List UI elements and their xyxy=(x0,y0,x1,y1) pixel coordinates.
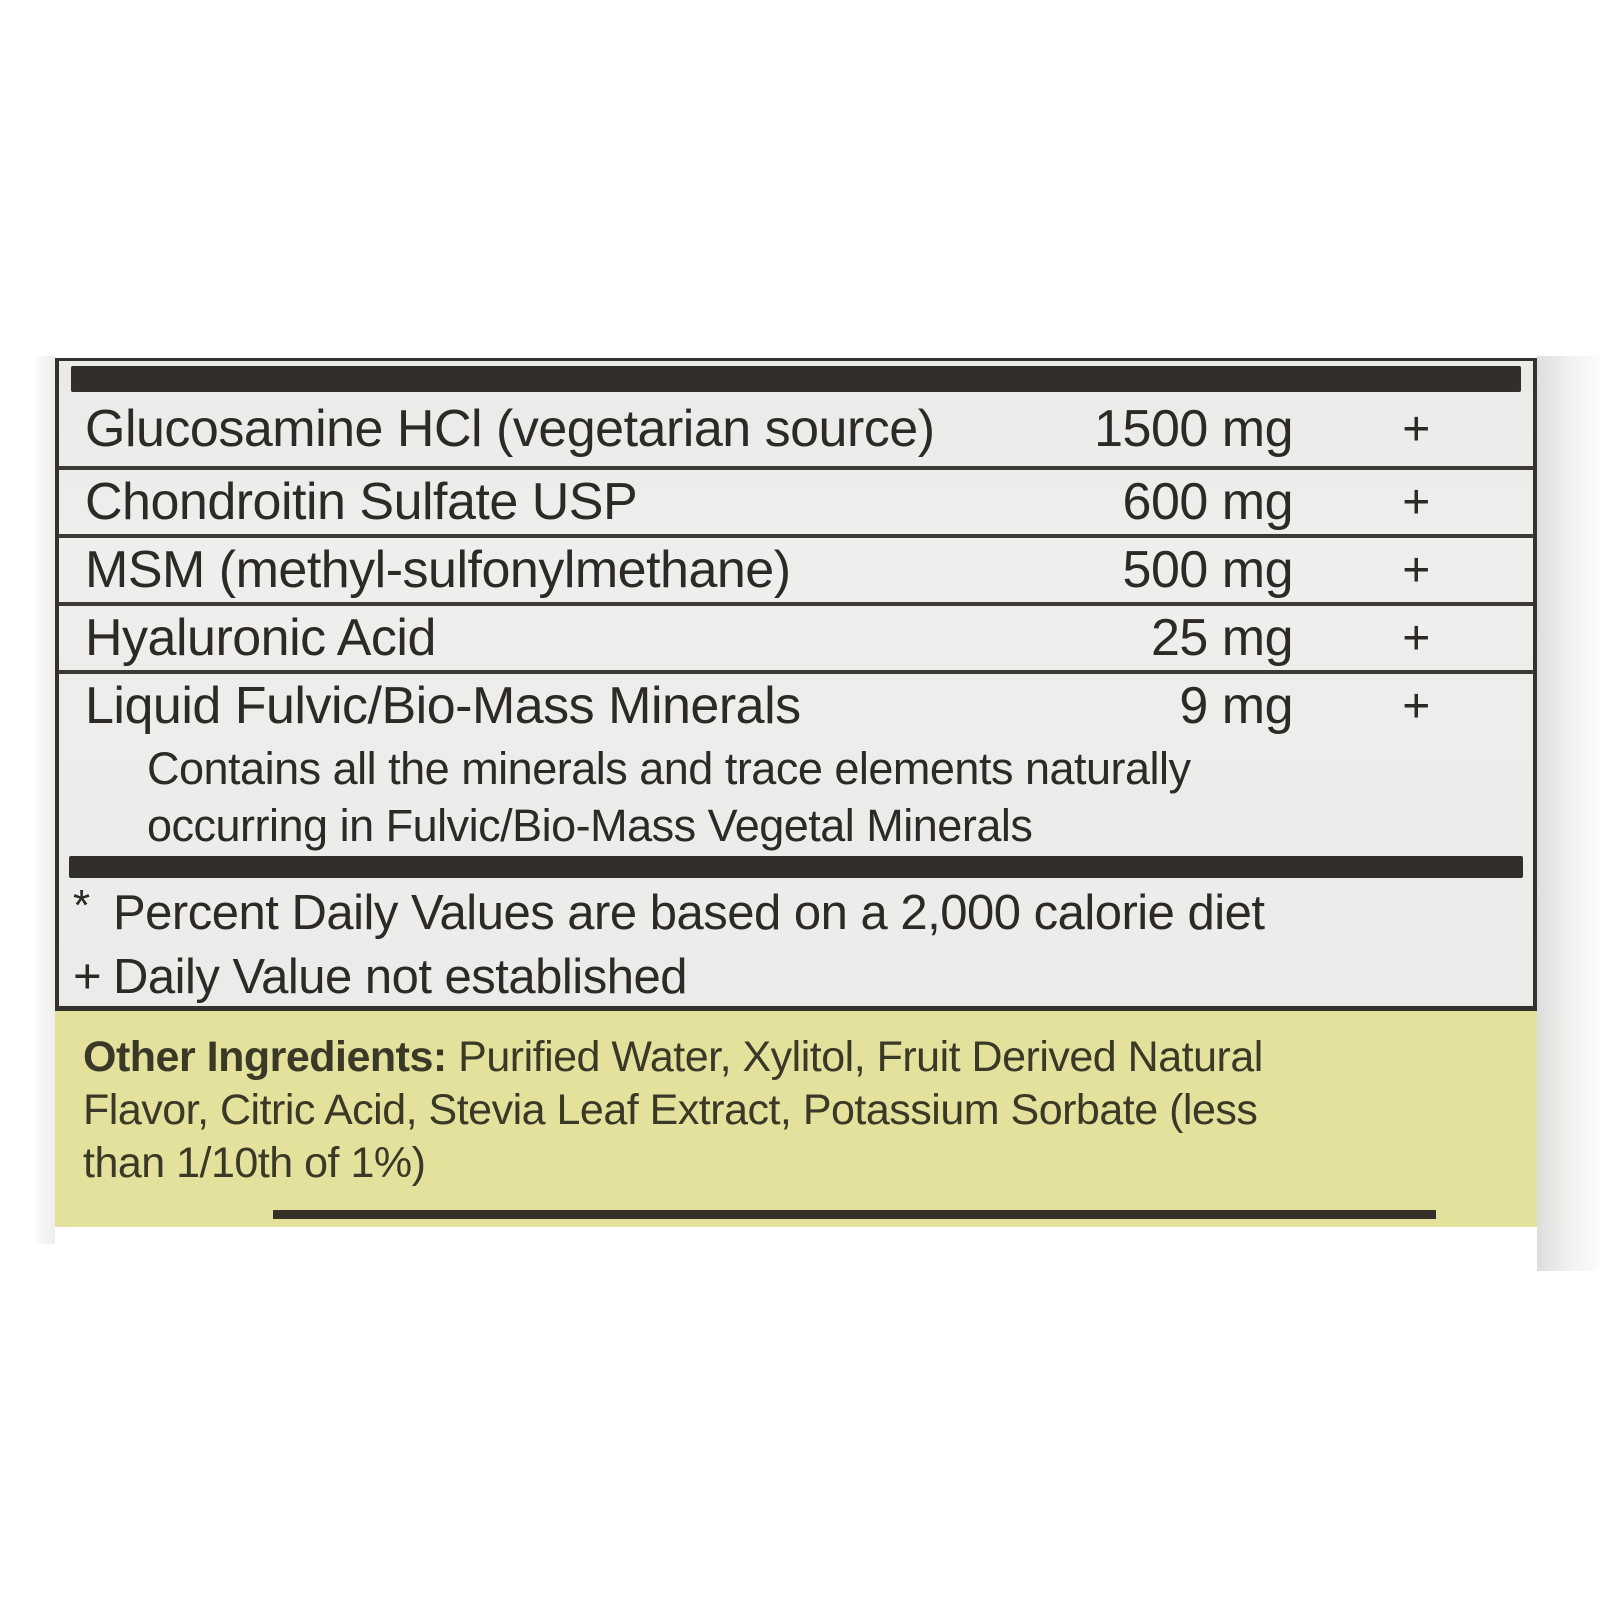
nutrient-amount: 600 mg xyxy=(1122,473,1293,531)
nutrient-name: Liquid Fulvic/Bio-Mass Minerals xyxy=(85,677,801,735)
label xyxy=(55,358,1537,1227)
footnote-percent-daily-values: * Percent Daily Values are based on a 2,000 calorie diet xyxy=(73,882,1533,946)
minerals-note-line: occurring in Fulvic/Bio-Mass Vegetal Minerals xyxy=(147,800,1033,851)
supplement-facts-panel xyxy=(55,358,1537,1011)
plus-symbol: + xyxy=(73,950,102,1004)
facts-top-divider-bar xyxy=(71,366,1521,392)
other-ingredients-line: than 1/10th of 1%) xyxy=(83,1139,426,1187)
panel-bottom-bar xyxy=(273,1210,1436,1219)
nutrient-amount: 500 mg xyxy=(1122,541,1293,599)
nutrient-row xyxy=(59,392,1533,466)
other-ingredients-line: Flavor, Citric Acid, Stevia Leaf Extract, Potassium Sorbate (less xyxy=(83,1086,1258,1134)
nutrient-name: Hyaluronic Acid xyxy=(85,609,436,667)
nutrient-row xyxy=(59,538,1533,602)
nutrient-amount: 25 mg xyxy=(1150,609,1293,667)
nutrient-name: Chondroitin Sulfate USP xyxy=(85,473,638,531)
nutrient-dv-symbol: + xyxy=(1402,475,1430,529)
other-ingredients-label: Other Ingredients: xyxy=(83,1033,447,1081)
nutrient-row xyxy=(59,470,1533,534)
nutrient-row xyxy=(59,606,1533,670)
nutrient-row xyxy=(59,674,1533,738)
other-ingredients-line: Other Ingredients: Purified Water, Xylitol, Fruit Derived Natural xyxy=(83,1033,1263,1081)
nutrient-name: MSM (methyl-sulfonylmethane) xyxy=(85,541,791,599)
footnote-dv-not-established: + Daily Value not established xyxy=(73,946,1533,1008)
nutrient-dv-symbol: + xyxy=(1402,611,1430,665)
nutrient-dv-symbol: + xyxy=(1402,679,1430,733)
bottle-surface-left xyxy=(36,356,55,1244)
nutrient-dv-symbol: + xyxy=(1402,402,1430,456)
facts-bottom-divider-bar xyxy=(69,856,1523,878)
nutrient-name: Glucosamine HCl (vegetarian source) xyxy=(85,400,935,458)
asterisk-symbol: * xyxy=(73,881,90,930)
nutrient-amount: 9 mg xyxy=(1179,677,1293,735)
minerals-note xyxy=(59,740,1533,854)
minerals-note-line: Contains all the minerals and trace elements naturally xyxy=(147,743,1191,794)
footnotes xyxy=(59,882,1533,1008)
nutrient-dv-symbol: + xyxy=(1402,543,1430,597)
bottle-surface-right xyxy=(1537,356,1600,1271)
other-ingredients-panel xyxy=(55,1011,1537,1227)
nutrient-amount: 1500 mg xyxy=(1094,400,1293,458)
